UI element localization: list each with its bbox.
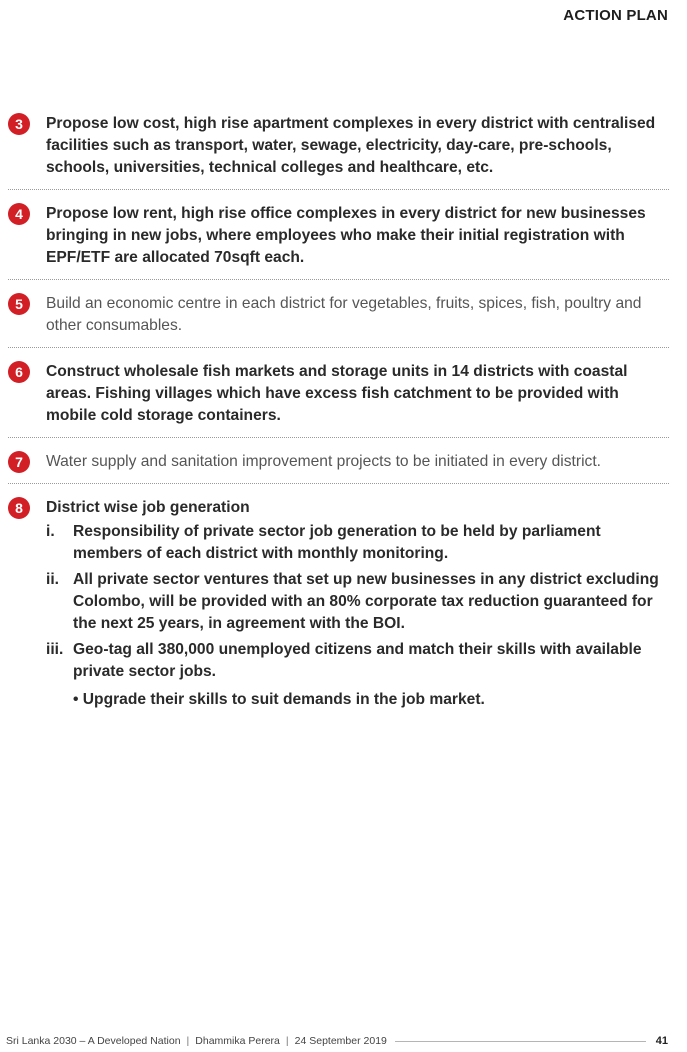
item-text: Construct wholesale fish markets and storage units in 14 districts with coastal areas. Fishing villages which have excess fish catchment to be provided with mobile cold storage containers. bbox=[46, 363, 628, 424]
footer-publication: Sri Lanka 2030 – A Developed Nation bbox=[6, 1035, 181, 1047]
section-title: ACTION PLAN bbox=[563, 7, 668, 24]
list-item-8 bbox=[8, 494, 669, 721]
item-number-badge: 5 bbox=[8, 293, 30, 315]
item-number-badge: 6 bbox=[8, 361, 30, 383]
sub-list bbox=[46, 521, 669, 711]
sub-item-iii bbox=[46, 639, 669, 683]
action-plan-list bbox=[8, 110, 669, 731]
bullet-point: • Upgrade their skills to suit demands in the job market. bbox=[73, 691, 485, 708]
sub-item-i bbox=[46, 521, 669, 565]
list-item-5 bbox=[8, 290, 669, 348]
item-number-badge: 3 bbox=[8, 113, 30, 135]
sub-item-marker: iii. bbox=[46, 641, 64, 658]
item-number-badge: 4 bbox=[8, 203, 30, 225]
item-number-badge: 8 bbox=[8, 497, 30, 519]
footer-date: 24 September 2019 bbox=[294, 1035, 387, 1047]
sub-item-marker: ii. bbox=[46, 571, 59, 588]
item-text: Propose low rent, high rise office complexes in every district for new businesses bringing in new jobs, where employees who make their initial registration with EPF/ETF are allocated 70sqft each. bbox=[46, 205, 646, 266]
sub-item-text: Responsibility of private sector job generation to be held by parliament members of each district with monthly monitoring. bbox=[73, 523, 601, 562]
item-text: Build an economic centre in each district for vegetables, fruits, spices, fish, poultry and other consumables. bbox=[46, 295, 642, 334]
item-number-badge: 7 bbox=[8, 451, 30, 473]
list-item-3 bbox=[8, 110, 669, 190]
item-text: Water supply and sanitation improvement projects to be initiated in every district. bbox=[46, 453, 601, 470]
item-text: Propose low cost, high rise apartment complexes in every district with centralised facilities such as transport, water, sewage, electricity, day-care, pre-schools, schools, universities, technical colleges and healthcare, etc. bbox=[46, 115, 656, 176]
list-item-7 bbox=[8, 448, 669, 484]
list-item-6 bbox=[8, 358, 669, 438]
item-body bbox=[46, 497, 669, 711]
page-number: 41 bbox=[655, 1035, 668, 1047]
footer-separator: | bbox=[186, 1035, 190, 1047]
sub-item-text: All private sector ventures that set up new businesses in any district excluding Colombo, will be provided with an 80% corporate tax reduction guaranteed for the next 25 years, in agreement with the BOI. bbox=[73, 571, 659, 632]
footer-rule bbox=[395, 1041, 646, 1042]
sub-item-ii bbox=[46, 569, 669, 635]
page-footer bbox=[6, 1035, 668, 1047]
sub-item-text: Geo-tag all 380,000 unemployed citizens and match their skills with available private sector jobs. bbox=[73, 641, 642, 680]
footer-separator: | bbox=[285, 1035, 289, 1047]
item-text: District wise job generation bbox=[46, 499, 250, 516]
footer-author: Dhammika Perera bbox=[195, 1035, 280, 1047]
sub-item-marker: i. bbox=[46, 523, 55, 540]
list-item-4 bbox=[8, 200, 669, 280]
